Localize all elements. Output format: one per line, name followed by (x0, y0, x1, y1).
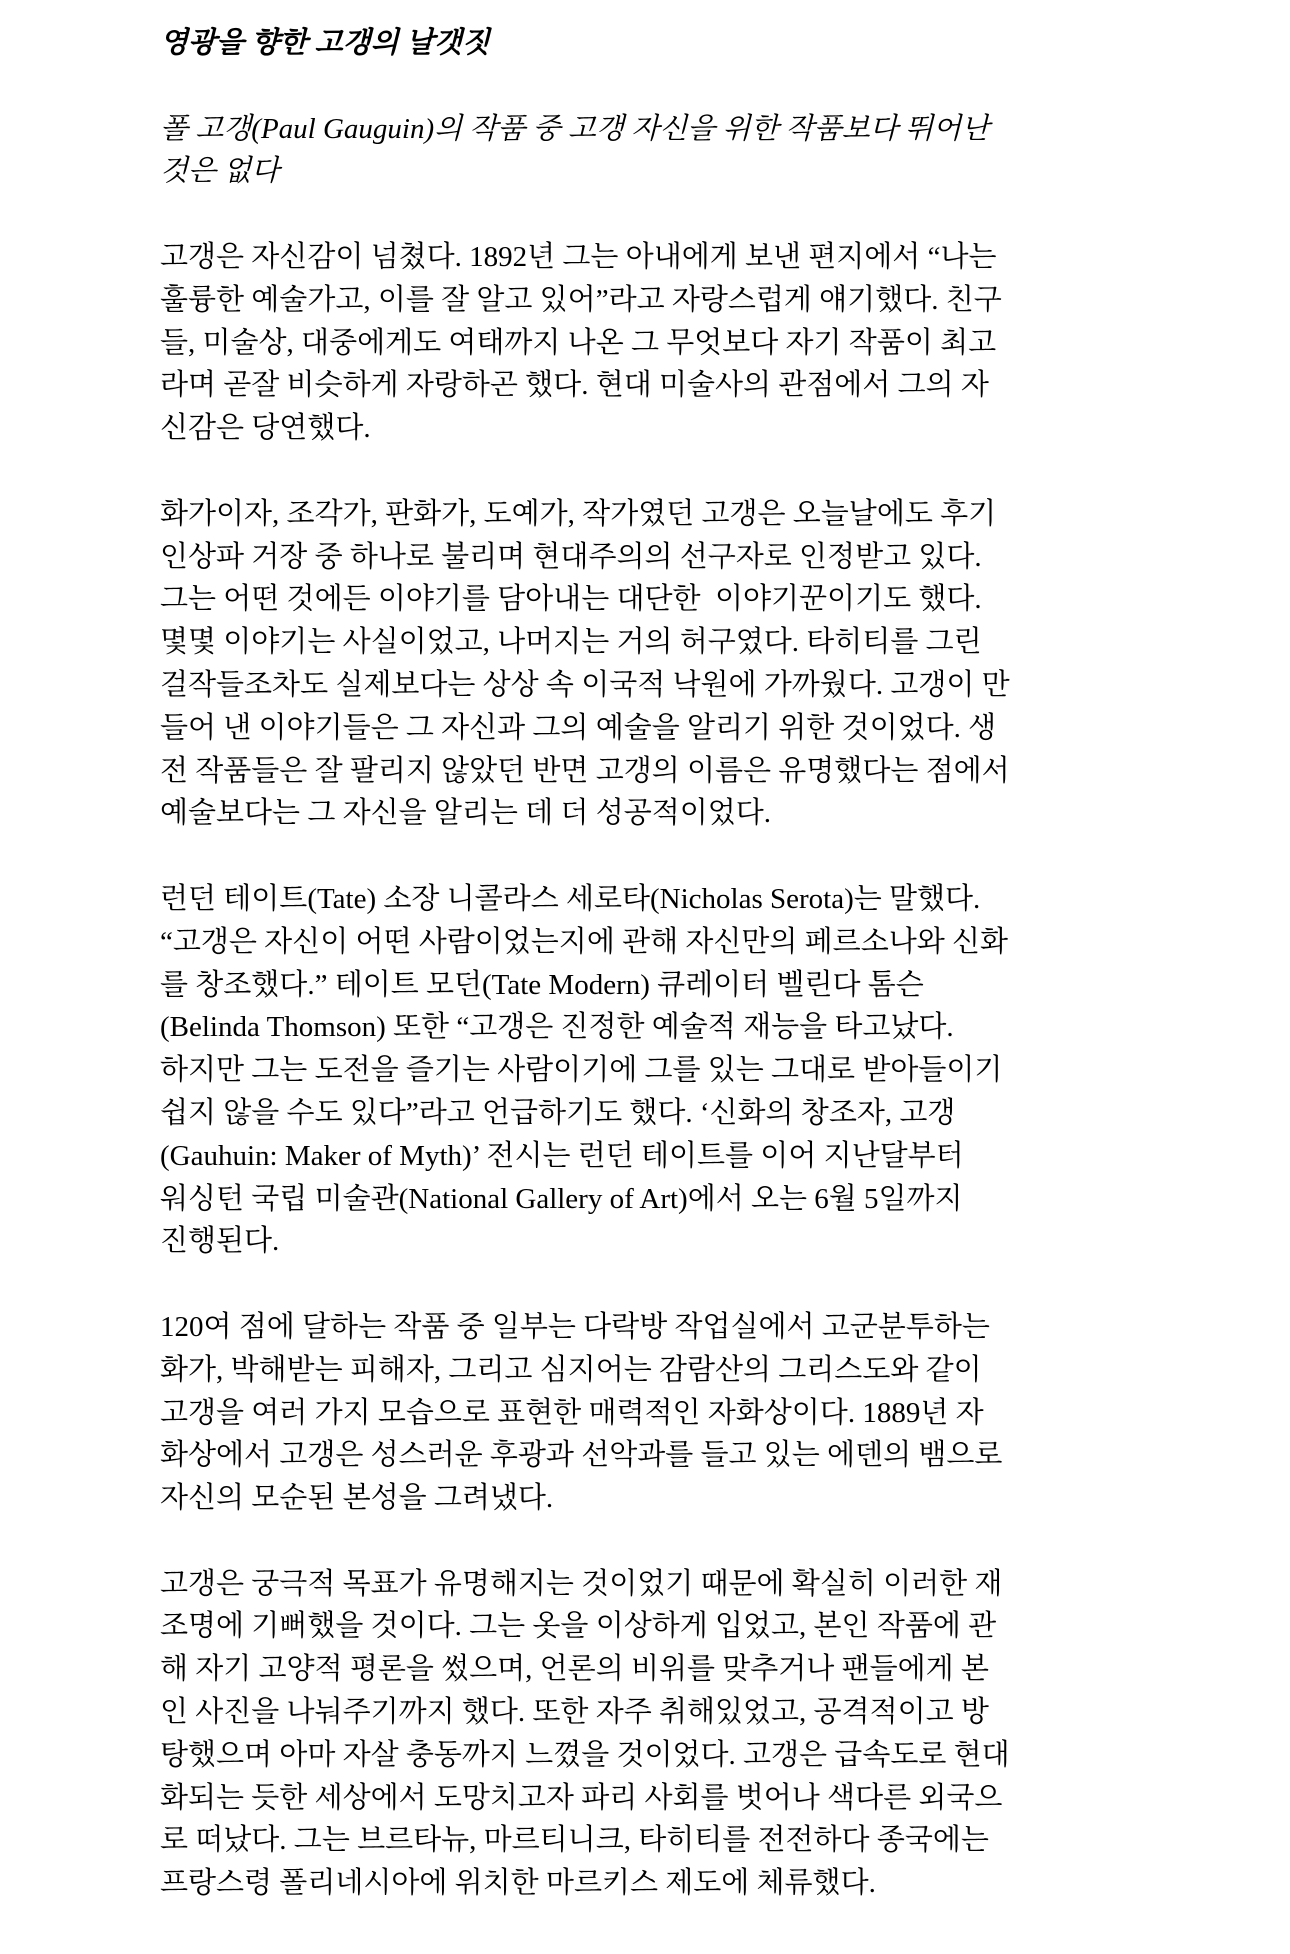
paragraph-line: 훌륭한 예술가고, 이를 잘 알고 있어”라고 자랑스럽게 얘기했다. 친구 (160, 283, 1002, 316)
paragraph-line: 탕했으며 아마 자살 충동까지 느꼈을 것이었다. 고갱은 급속도로 현대 (160, 1738, 1010, 1771)
paragraph-line: 화가, 박해받는 피해자, 그리고 심지어는 감람산의 그리스도와 같이 (160, 1353, 982, 1386)
paragraph-line: 워싱턴 국립 미술관(National Gallery of Art)에서 오는 6월 5일까지 (160, 1182, 963, 1215)
paragraph-5 (160, 1563, 1290, 1905)
paragraph-line: 몇몇 이야기는 사실이었고, 나머지는 거의 허구였다. 타히티를 그린 (160, 626, 982, 659)
article-title: 영광을 향한 고갱의 날갯짓 (160, 27, 490, 59)
article-subtitle (160, 108, 1290, 194)
paragraph-line: 하지만 그는 도전을 즐기는 사람이기에 그를 있는 그대로 받아들이기 (160, 1054, 1003, 1087)
paragraph-line: 인상파 거장 중 하나로 불리며 현대주의의 선구자로 인정받고 있다. (160, 540, 982, 573)
subtitle-line: 폴 고갱(Paul Gauguin)의 작품 중 고갱 자신을 위한 작품보다 뛰어난 (160, 112, 990, 145)
paragraph-line: 들, 미술상, 대중에게도 여태까지 나온 그 무엇보다 자기 작품이 최고 (160, 326, 997, 359)
paragraph-line: 들어 낸 이야기들은 그 자신과 그의 예술을 알리기 위한 것이었다. 생 (160, 711, 997, 744)
paragraph-line: 화가이자, 조각가, 판화가, 도예가, 작가였던 고갱은 오늘날에도 후기 (160, 497, 997, 530)
article-title-block (160, 22, 1290, 65)
paragraph-line: 걸작들조차도 실제보다는 상상 속 이국적 낙원에 가까웠다. 고갱이 만 (160, 668, 1010, 701)
paragraph-line: 고갱을 여러 가지 모습으로 표현한 매력적인 자화상이다. 1889년 자 (160, 1396, 984, 1429)
paragraph-line: “고갱은 자신이 어떤 사람이었는지에 관해 자신만의 페르소나와 신화 (160, 925, 1009, 958)
paragraph-line: 프랑스령 폴리네시아에 위치한 마르키스 제도에 체류했다. (160, 1867, 876, 1900)
paragraph-line: 고갱은 궁극적 목표가 유명해지는 것이었기 때문에 확실히 이러한 재 (160, 1567, 1003, 1600)
paragraph-4 (160, 1306, 1290, 1520)
paragraph-line: 그는 어떤 것에든 이야기를 담아내는 대단한 이야기꾼이기도 했다. (160, 583, 982, 616)
paragraph-line: 런던 테이트(Tate) 소장 니콜라스 세로타(Nicholas Serota)는 말했다. (160, 882, 981, 915)
paragraph-line: 조명에 기뻐했을 것이다. 그는 옷을 이상하게 입었고, 본인 작품에 관 (160, 1610, 997, 1643)
paragraph-line: 전 작품들은 잘 팔리지 않았던 반면 고갱의 이름은 유명했다는 점에서 (160, 754, 1010, 787)
paragraph-line: 쉽지 않을 수도 있다”라고 언급하기도 했다. ‘신화의 창조자, 고갱 (160, 1096, 956, 1129)
paragraph-2 (160, 493, 1290, 835)
paragraph-line: 고갱은 자신감이 넘쳤다. 1892년 그는 아내에게 보낸 편지에서 “나는 (160, 240, 997, 273)
paragraph-line: 화되는 듯한 세상에서 도망치고자 파리 사회를 벗어나 색다른 외국으 (160, 1781, 1003, 1814)
paragraph-line: 예술보다는 그 자신을 알리는 데 더 성공적이었다. (160, 797, 772, 830)
paragraph-3 (160, 878, 1290, 1263)
paragraph-line: 해 자기 고양적 평론을 썼으며, 언론의 비위를 맞추거나 팬들에게 본 (160, 1653, 989, 1686)
paragraph-line: 120여 점에 달하는 작품 중 일부는 다락방 작업실에서 고군분투하는 (160, 1310, 990, 1343)
paragraph-line: 화상에서 고갱은 성스러운 후광과 선악과를 들고 있는 에덴의 뱀으로 (160, 1439, 1003, 1472)
paragraph-line: 인 사진을 나눠주기까지 했다. 또한 자주 취해있었고, 공격적이고 방 (160, 1696, 989, 1729)
subtitle-line: 것은 없다 (160, 155, 280, 188)
paragraph-line: 신감은 당연했다. (160, 412, 371, 445)
paragraph-line: (Gauhuin: Maker of Myth)’ 전시는 런던 테이트를 이어 지난달부터 (160, 1139, 964, 1172)
paragraph-line: 진행된다. (160, 1225, 280, 1258)
paragraph-line: 라며 곧잘 비슷하게 자랑하곤 했다. 현대 미술사의 관점에서 그의 자 (160, 369, 989, 402)
paragraph-line: 로 떠났다. 그는 브르타뉴, 마르티니크, 타히티를 전전하다 종국에는 (160, 1824, 989, 1857)
paragraph-line: 자신의 모순된 본성을 그려냈다. (160, 1482, 554, 1515)
paragraph-line: (Belinda Thomson) 또한 “고갱은 진정한 예술적 재능을 타고났다. (160, 1011, 954, 1044)
paragraph-line: 를 창조했다.” 테이트 모던(Tate Modern) 큐레이터 벨린다 톰슨 (160, 968, 924, 1001)
paragraph-1 (160, 236, 1290, 450)
